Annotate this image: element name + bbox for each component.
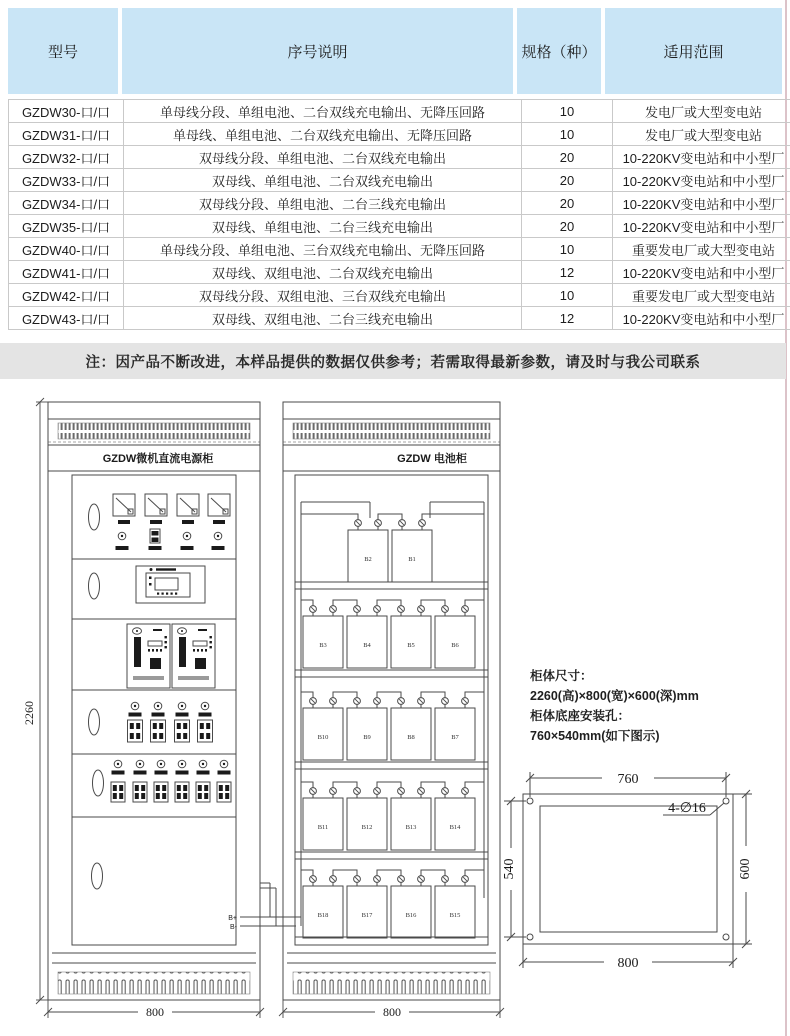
- header-spec: 规格（种）: [517, 8, 601, 94]
- cell-model: GZDW33-口/口: [9, 169, 124, 192]
- power-width-dim-label: 800: [146, 1005, 164, 1019]
- meter-icon: [208, 494, 230, 524]
- breaker-unit: [128, 702, 143, 742]
- breaker-unit: [133, 760, 147, 802]
- cell-description: 双母线、单组电池、二台双线充电输出: [124, 169, 522, 192]
- power-cabinet-title: GZDW微机直流电源柜: [102, 453, 214, 465]
- cell-description: 双母线、双组电池、二台双线充电输出: [124, 261, 522, 284]
- battery-label: B4: [363, 642, 371, 649]
- base-left-dim-label: 540: [502, 858, 517, 880]
- cell-range: 重要发电厂或大型变电站: [613, 238, 790, 261]
- note-bar: 注：因产品不断改进，本样品提供的数据仅供参考；若需取得最新参数，请及时与我公司联系: [0, 343, 786, 379]
- breaker-unit: [111, 760, 125, 802]
- cell-model: GZDW30-口/口: [9, 100, 124, 123]
- spec-line-2: 2260(高)×800(宽)×600(深)mm: [530, 689, 699, 703]
- table-row: [9, 261, 790, 284]
- breaker-icon: [128, 720, 143, 742]
- height-dimension: [36, 398, 48, 1004]
- cell-range: 10-220KV变电站和中小型厂: [613, 215, 790, 238]
- breaker-unit: [151, 702, 166, 742]
- battery-cell: [347, 876, 387, 938]
- indicator-lamp-icon: [181, 532, 194, 550]
- breaker-unit: [217, 760, 231, 802]
- header-description: 序号说明: [122, 8, 513, 94]
- dual-button-icon: [149, 529, 162, 550]
- meter-icon: [145, 494, 167, 524]
- spec-table-body: [8, 99, 790, 330]
- battery-cell: [303, 606, 343, 668]
- cell-model: GZDW32-口/口: [9, 146, 124, 169]
- cell-range: 重要发电厂或大型变电站: [613, 284, 790, 307]
- hole-note-label: 4-∅16: [668, 801, 706, 816]
- table-row: [9, 123, 790, 146]
- battery-cell: [435, 788, 475, 850]
- charger-module: [127, 624, 170, 688]
- cell-description: 双母线、单组电池、二台三线充电输出: [124, 215, 522, 238]
- battery-label: B5: [407, 642, 415, 649]
- base-plan: [504, 772, 752, 968]
- cell-spec: 20: [522, 146, 613, 169]
- cell-range: 10-220KV变电站和中小型厂: [613, 307, 790, 330]
- cell-spec: 20: [522, 215, 613, 238]
- battery-cell: [391, 876, 431, 938]
- battery-label: B11: [317, 824, 329, 831]
- base-top-dim-label: 760: [617, 772, 639, 787]
- cell-description: 双母线、双组电池、二台三线充电输出: [124, 307, 522, 330]
- battery-label: B3: [319, 642, 327, 649]
- battery-cell: [392, 520, 432, 582]
- cell-range: 10-220KV变电站和中小型厂: [613, 192, 790, 215]
- monitor-unit: [136, 566, 205, 603]
- battery-terminal-wires: [240, 883, 301, 926]
- cell-model: GZDW43-口/口: [9, 307, 124, 330]
- cell-model: GZDW34-口/口: [9, 192, 124, 215]
- battery-cabinet-components: [301, 502, 484, 938]
- base-right-dim-label: 600: [738, 858, 753, 880]
- table-row: [9, 169, 790, 192]
- battery-label: B12: [361, 824, 373, 831]
- cell-range: 10-220KV变电站和中小型厂: [613, 146, 790, 169]
- charger-module: [172, 624, 215, 688]
- battery-cell: [347, 788, 387, 850]
- breaker-unit: [175, 760, 189, 802]
- cell-spec: 10: [522, 284, 613, 307]
- spec-line-3: 柜体底座安装孔：: [530, 709, 631, 723]
- table-row: [9, 284, 790, 307]
- battery-cell: [347, 606, 387, 668]
- breaker-icon: [151, 720, 166, 742]
- cell-description: 双母线分段、单组电池、二台双线充电输出: [124, 146, 522, 169]
- battery-width-dim-label: 800: [383, 1005, 401, 1019]
- breaker-icon: [198, 720, 213, 742]
- battery-label: B1: [408, 556, 416, 563]
- battery-label: B16: [405, 912, 417, 919]
- cabinet-drawing: [0, 378, 790, 1036]
- cell-model: GZDW35-口/口: [9, 215, 124, 238]
- base-bottom-dim-label: 800: [617, 956, 639, 971]
- battery-cell: [303, 876, 343, 938]
- cell-spec: 20: [522, 192, 613, 215]
- indicator-lamp-icon: [116, 532, 129, 550]
- battery-label: B10: [317, 734, 329, 741]
- battery-cell: [347, 698, 387, 760]
- table-row: [9, 215, 790, 238]
- cell-spec: 12: [522, 307, 613, 330]
- indicator-lamp-icon: [212, 532, 225, 550]
- power-cabinet-frame: [48, 402, 260, 1000]
- breaker-unit: [175, 702, 190, 742]
- terminal-positive-label: B+: [228, 915, 237, 922]
- battery-label: B17: [361, 912, 373, 919]
- cell-spec: 10: [522, 100, 613, 123]
- table-row: [9, 100, 790, 123]
- cell-spec: 20: [522, 169, 613, 192]
- cell-spec: 10: [522, 238, 613, 261]
- battery-label: B7: [451, 734, 459, 741]
- battery-cabinet-title: GZDW 电池柜: [397, 453, 467, 465]
- battery-cell: [391, 788, 431, 850]
- cell-model: GZDW42-口/口: [9, 284, 124, 307]
- spec-line-4: 760×540mm(如下图示): [530, 729, 660, 743]
- door-handle-icon: [89, 709, 100, 735]
- spec-line-1: 柜体尺寸：: [530, 669, 593, 683]
- battery-label: B6: [451, 642, 459, 649]
- battery-label: B13: [405, 824, 417, 831]
- power-cabinet-components: [89, 494, 232, 889]
- door-handle-icon: [89, 504, 100, 530]
- cell-description: 双母线分段、双组电池、三台双线充电输出: [124, 284, 522, 307]
- battery-label: B8: [407, 734, 415, 741]
- breaker-unit: [154, 760, 168, 802]
- battery-cell: [435, 606, 475, 668]
- battery-cell: [303, 698, 343, 760]
- height-dim-label: 2260: [22, 701, 36, 725]
- battery-label: B14: [449, 824, 461, 831]
- cell-range: 发电厂或大型变电站: [613, 123, 790, 146]
- cell-spec: 10: [522, 123, 613, 146]
- meter-icon: [177, 494, 199, 524]
- battery-label: B2: [364, 556, 372, 563]
- spec-table: [8, 8, 785, 330]
- door-handle-icon: [92, 863, 103, 889]
- header-range: 适用范围: [605, 8, 782, 94]
- battery-label: B18: [317, 912, 329, 919]
- table-row: [9, 146, 790, 169]
- battery-cell: [303, 788, 343, 850]
- battery-label: B9: [363, 734, 371, 741]
- cell-description: 单母线分段、单组电池、三台双线充电输出、无降压回路: [124, 238, 522, 261]
- breaker-unit: [196, 760, 210, 802]
- cell-description: 双母线分段、单组电池、二台三线充电输出: [124, 192, 522, 215]
- width-dimensions: [44, 1000, 504, 1018]
- battery-cell: [348, 520, 388, 582]
- cell-model: GZDW31-口/口: [9, 123, 124, 146]
- cell-range: 10-220KV变电站和中小型厂: [613, 261, 790, 284]
- cell-model: GZDW41-口/口: [9, 261, 124, 284]
- meter-icon: [113, 494, 135, 524]
- table-row: [9, 192, 790, 215]
- cell-model: GZDW40-口/口: [9, 238, 124, 261]
- door-handle-icon: [89, 573, 100, 599]
- spec-table-header: [8, 8, 782, 94]
- header-model: 型号: [8, 8, 118, 94]
- battery-cell: [435, 698, 475, 760]
- battery-cell: [391, 606, 431, 668]
- terminal-negative-label: B-: [230, 924, 237, 931]
- cell-range: 发电厂或大型变电站: [613, 100, 790, 123]
- cell-range: 10-220KV变电站和中小型厂: [613, 169, 790, 192]
- breaker-icon: [175, 720, 190, 742]
- table-row: [9, 307, 790, 330]
- cell-spec: 12: [522, 261, 613, 284]
- door-handle-icon: [93, 770, 104, 796]
- cell-description: 单母线、单组电池、二台双线充电输出、无降压回路: [124, 123, 522, 146]
- battery-cell: [435, 876, 475, 938]
- breaker-unit: [198, 702, 213, 742]
- battery-label: B15: [449, 912, 461, 919]
- battery-cell: [391, 698, 431, 760]
- table-row: [9, 238, 790, 261]
- cell-description: 单母线分段、单组电池、二台双线充电输出、无降压回路: [124, 100, 522, 123]
